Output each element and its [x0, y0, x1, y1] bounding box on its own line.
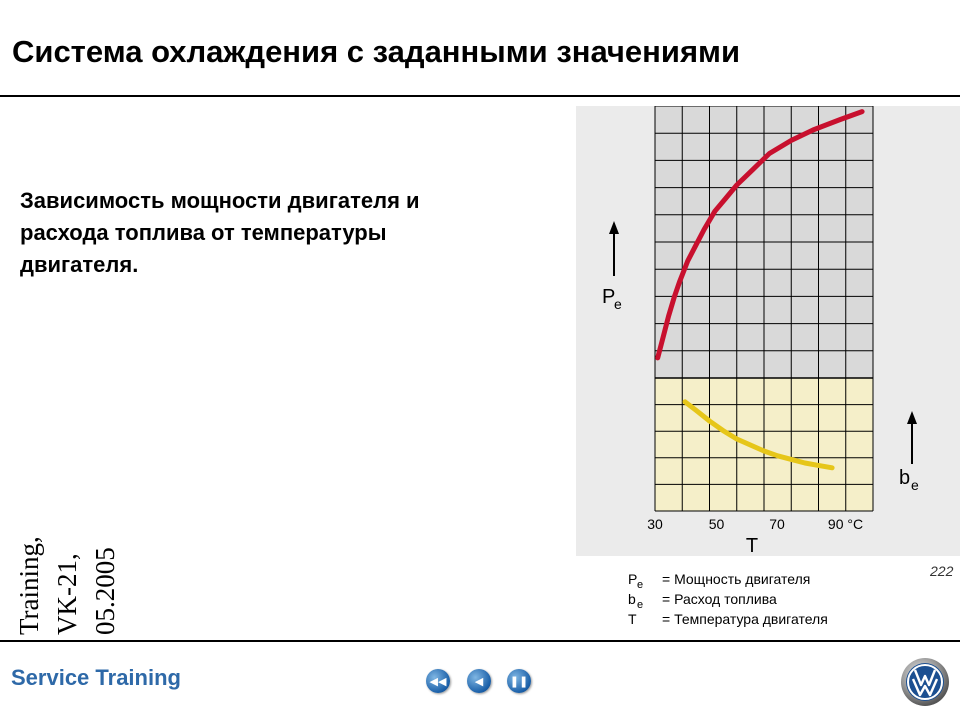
power-axis-label-subscript: e — [614, 296, 622, 312]
back-button[interactable] — [467, 669, 491, 693]
x-tick-label: 50 — [708, 516, 725, 532]
power-axis-label: P — [602, 286, 616, 308]
fuel-axis-label: b — [899, 467, 911, 489]
chart-svg — [576, 106, 960, 636]
legend-symbol: b — [628, 591, 636, 607]
x-tick-label: 90 °C — [827, 516, 864, 532]
slide-subtitle: Зависимость мощности двигателя и расхода топлива от температуры двигателя. — [20, 188, 420, 277]
x-tick-label: 70 — [769, 516, 785, 532]
legend-symbol-subscript: e — [637, 599, 644, 611]
legend-text: = Температура двигателя — [662, 611, 828, 627]
training-side-label — [10, 536, 124, 635]
title-divider — [0, 95, 960, 97]
footer-divider — [0, 640, 960, 642]
side-label-line: Training, — [14, 536, 44, 635]
legend-symbol: T — [628, 611, 637, 627]
legend-symbol-subscript: e — [637, 579, 644, 591]
fuel-axis-label-subscript: e — [911, 477, 919, 493]
pause-button[interactable] — [507, 669, 531, 693]
footer-brand: Service Training — [11, 665, 181, 690]
figure-number: 222 — [930, 563, 954, 579]
vw-logo — [900, 657, 950, 707]
chart-legend — [628, 571, 828, 627]
slide-title: Система охлаждения с заданными значениями — [12, 34, 741, 69]
legend-text: = Мощность двигателя — [662, 571, 811, 587]
chart-container — [576, 106, 960, 636]
x-tick-label: 30 — [647, 516, 663, 532]
back-icon: ◀ — [474, 674, 484, 688]
x-axis-label: T — [745, 535, 759, 557]
side-label-line: VK-21, — [52, 553, 82, 635]
rewind-icon: ◀◀ — [429, 674, 447, 688]
legend-symbol: P — [628, 571, 638, 587]
legend-text: = Расход топлива — [662, 591, 777, 607]
side-label-line: 05.2005 — [90, 547, 120, 635]
pause-icon: ❚❚ — [509, 674, 529, 688]
rewind-button[interactable] — [426, 669, 450, 693]
